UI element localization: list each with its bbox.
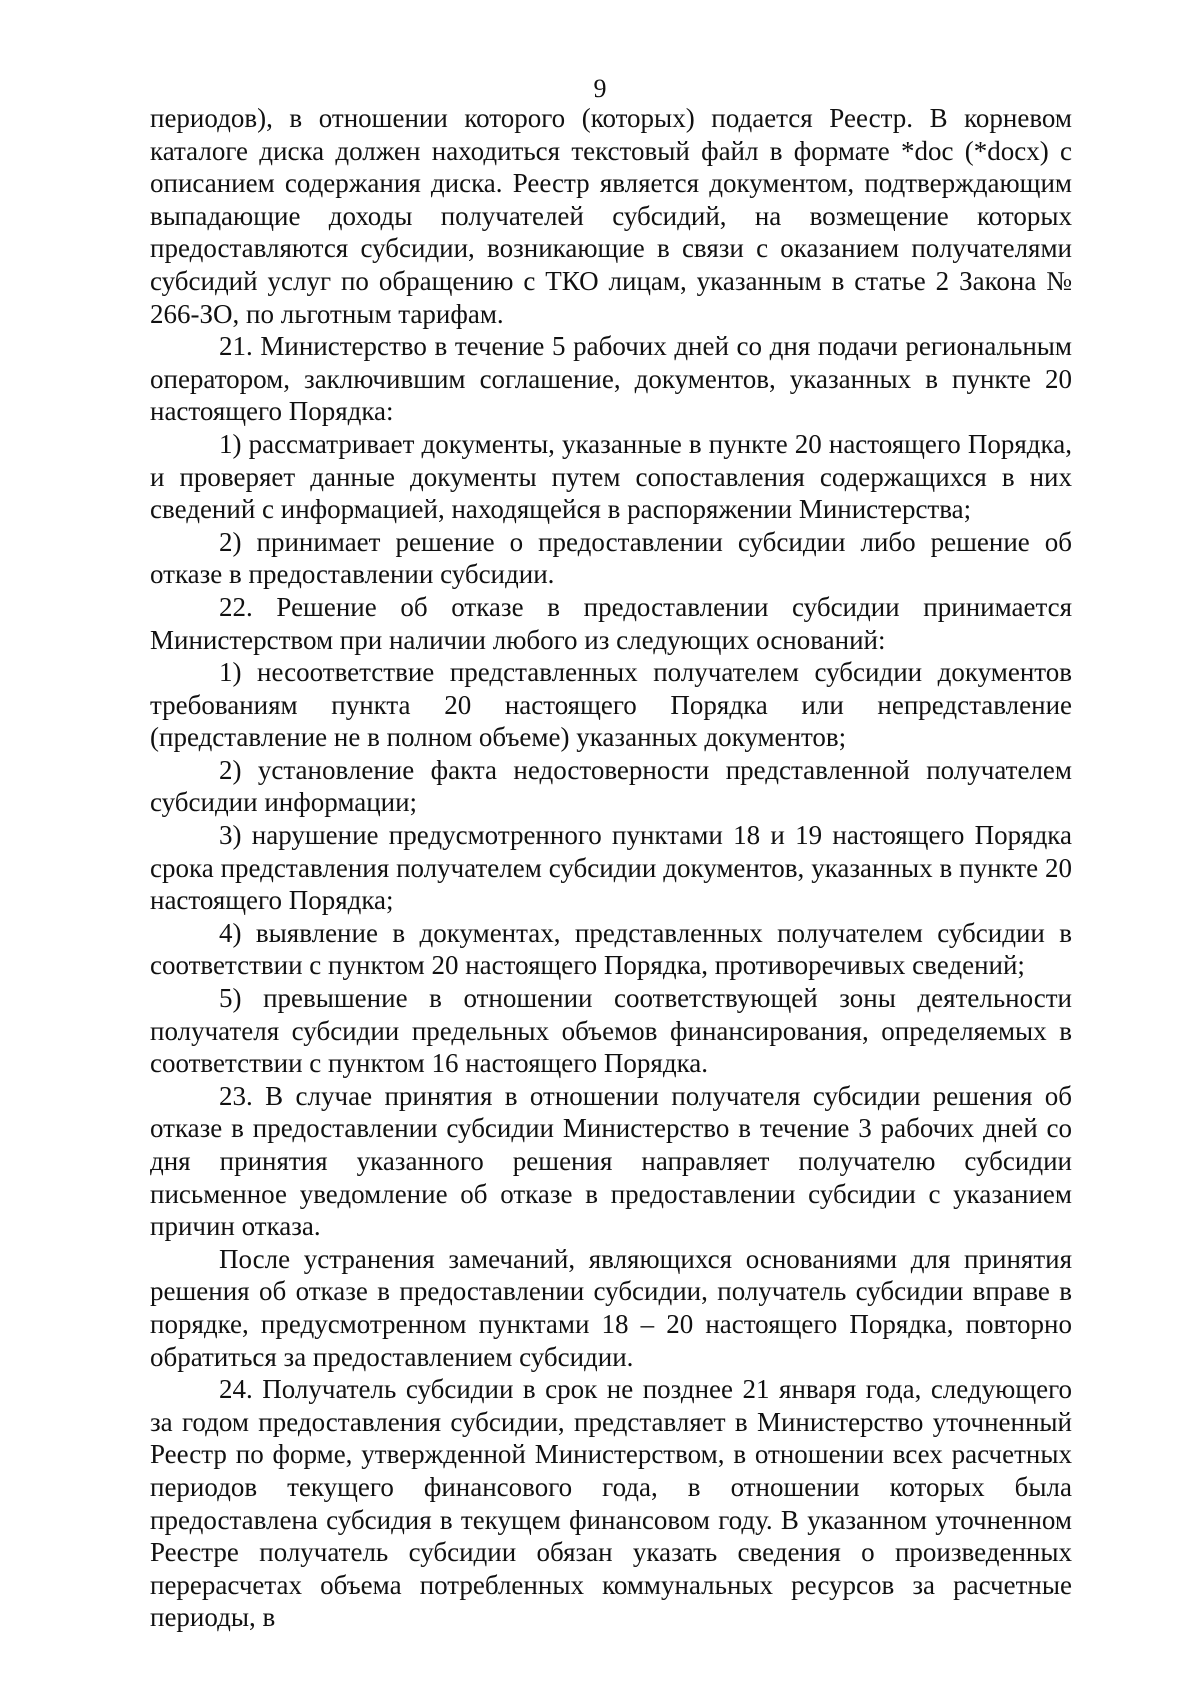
paragraph-22-item-4: 4) выявление в документах, представленных получателем субсидии в соответствии с пунктом 20 настоящего Порядка, противоречивых сведений; [150,917,1072,981]
paragraph-22-item-1: 1) несоответствие представленных получателем субсидии документов требованиям пункта 20 настоящего Порядка или непредставление (представление не в полном объеме) указанных документов; [150,657,1072,753]
paragraph-22: 22. Решение об отказе в предоставлении субсидии принимается Министерством при наличии любого из следующих оснований: [150,591,1072,655]
paragraph-continuation: периодов), в отношении которого (которых) подается Реестр. В корневом каталоге диска должен находиться текстовый файл в формате *doc (*docx) с описанием содержания диска. Реестр является документом, подтверждающим выпадающие доходы получателей субсидий, на возмещение которых предоставляются субсидии, возникающие в связи с оказанием получателями субсидий услуг по обращению с ТКО лицам, указанным в статье 2 Закона № 266-ЗО, по льготным тарифам. [150,103,1072,329]
paragraph-22-item-3: 3) нарушение предусмотренного пунктами 18 и 19 настоящего Порядка срока представления получателем субсидии документов, указанных в пункте 20 настоящего Порядка; [150,820,1072,916]
page-number: 9 [593,74,607,103]
paragraph-22-item-2: 2) установление факта недостоверности представленной получателем субсидии информации; [150,754,1072,818]
paragraph-24: 24. Получатель субсидии в срок не позднее 21 января года, следующего за годом предоставления субсидии, представляет в Министерство уточненный Реестр по форме, утвержденной Министерством, в отношении всех расчетных периодов текущего финансового года, в отношении которых была предоставлена субсидия в текущем финансовом году. В указанном уточненном Реестре получатель субсидии обязан указать сведения о произведенных перерасчетах объема потребленных коммунальных ресурсов за расчетные периоды, в [150,1374,1072,1633]
paragraph-21: 21. Министерство в течение 5 рабочих дней со дня подачи региональным оператором, заключившим соглашение, документов, указанных в пункте 20 настоящего Порядка: [150,331,1072,427]
paragraph-22-item-5: 5) превышение в отношении соответствующей зоны деятельности получателя субсидии предельных объемов финансирования, определяемых в соответствии с пунктом 16 настоящего Порядка. [150,983,1072,1079]
paragraph-21-item-1: 1) рассматривает документы, указанные в пункте 20 настоящего Порядка, и проверяет данные документы путем сопоставления содержащихся в них сведений с информацией, находящейся в распоряжении Министерства; [150,428,1072,525]
paragraph-23-continuation: После устранения замечаний, являющихся основаниями для принятия решения об отказе в предоставлении субсидии, получатель субсидии вправе в порядке, предусмотренном пунктами 18 – 20 настоящего Порядка, повторно обратиться за предоставлением субсидии. [150,1243,1072,1372]
document-body [150,102,1072,1634]
paragraph-23: 23. В случае принятия в отношении получателя субсидии решения об отказе в предоставлении субсидии Министерство в течение 3 рабочих дней со дня принятия указанного решения направляет получателю субсидии письменное уведомление об отказе в предоставлении субсидии с указанием причин отказа. [150,1080,1072,1242]
paragraph-21-item-2: 2) принимает решение о предоставлении субсидии либо решение об отказе в предоставлении субсидии. [150,526,1072,590]
